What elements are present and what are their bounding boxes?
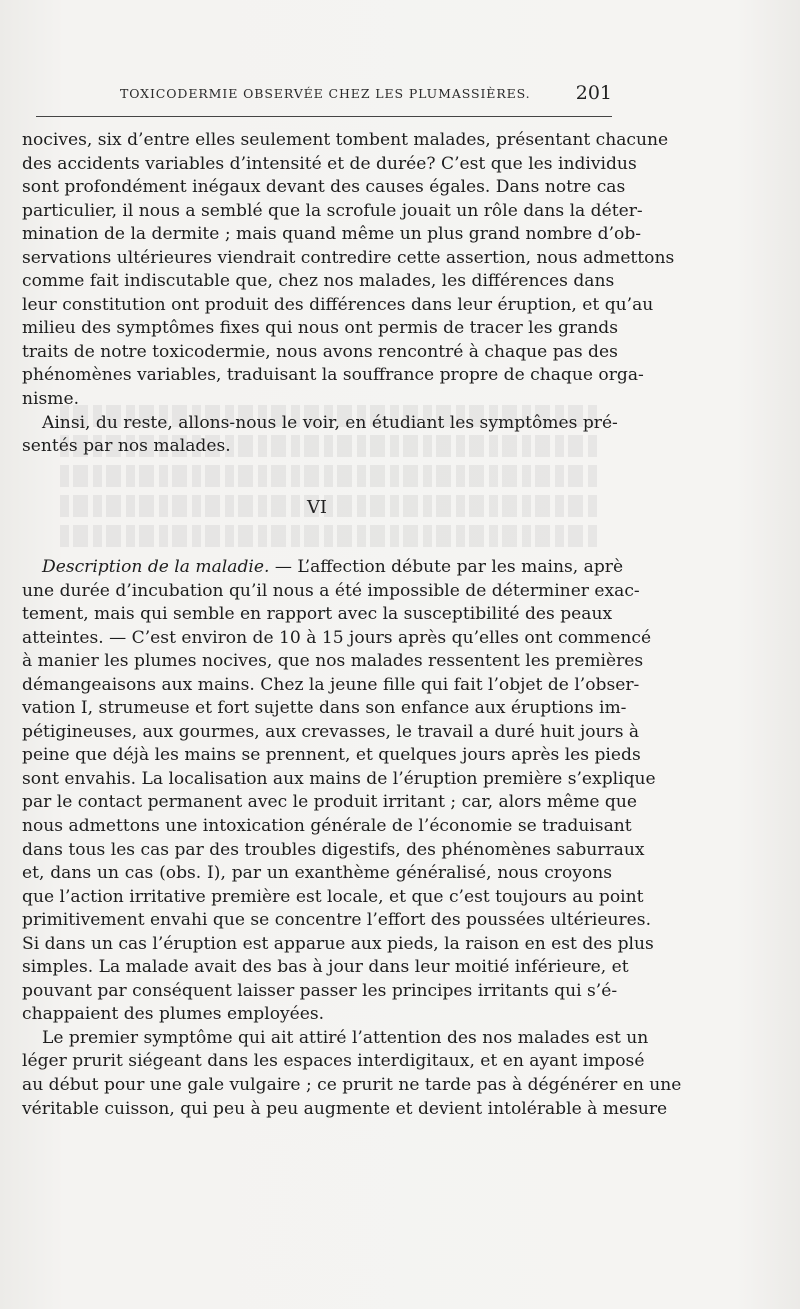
text-line bbox=[22, 556, 624, 580]
text-line: tement, mais qui semble en rapport avec la susceptibilité des peaux bbox=[22, 604, 613, 625]
paragraph-3 bbox=[22, 556, 656, 1027]
text-line: des accidents variables d’intensité et de durée? C’est que les individus bbox=[22, 153, 637, 174]
text-block-upper bbox=[22, 129, 675, 459]
page-number: 201 bbox=[575, 82, 612, 104]
text-line: dans tous les cas par des troubles digestifs, des phénomènes saburraux bbox=[22, 839, 645, 860]
text-line: servations ultérieures viendrait contredire cette assertion, nous admettons bbox=[22, 247, 675, 268]
text-line: Le premier symptôme qui ait attiré l’attention des nos malades est un bbox=[42, 1027, 649, 1048]
text-line: comme fait indiscutable que, chez nos malades, les différences dans bbox=[22, 271, 615, 292]
text-line: leur constitution ont produit des différences dans leur éruption, et qu’au bbox=[22, 294, 654, 315]
section-heading: VI bbox=[306, 497, 328, 518]
text-line: Si dans un cas l’éruption est apparue aux pieds, la raison en est des plus bbox=[22, 933, 654, 954]
text-block-lower bbox=[22, 556, 682, 1121]
text-run: — L’affection débute par les mains, aprè bbox=[269, 557, 624, 577]
text-line: que l’action irritative première est locale, et que c’est toujours au point bbox=[22, 886, 644, 907]
running-title: TOXICODERMIE OBSERVÉE CHEZ LES PLUMASSIÈRES. bbox=[120, 86, 531, 101]
text-line: particulier, il nous a semblé que la scrofule jouait un rôle dans la déter- bbox=[22, 200, 643, 221]
text-line: phénomènes variables, traduisant la souffrance propre de chaque orga- bbox=[22, 365, 644, 386]
text-line: à manier les plumes nocives, que nos malades ressentent les premières bbox=[22, 651, 644, 672]
running-head bbox=[22, 82, 612, 108]
text-line: au début pour une gale vulgaire ; ce prurit ne tarde pas à dégénérer en une bbox=[22, 1075, 682, 1096]
text-line: atteintes. — C’est environ de 10 à 15 jours après qu’elles ont commencé bbox=[22, 627, 652, 648]
text-line: nous admettons une intoxication générale de l’économie se traduisant bbox=[22, 816, 632, 837]
text-line: sentés par nos malades. bbox=[22, 436, 231, 457]
text-line: véritable cuisson, qui peu à peu augmente et devient intolérable à mesure bbox=[22, 1098, 668, 1119]
text-line: par le contact permanent avec le produit irritant ; car, alors même que bbox=[22, 792, 637, 813]
text-line: démangeaisons aux mains. Chez la jeune fille qui fait l’objet de l’obser- bbox=[22, 674, 640, 695]
text-line: milieu des symptômes fixes qui nous ont permis de tracer les grands bbox=[22, 318, 618, 339]
paragraph-1 bbox=[22, 129, 675, 412]
text-line: vation I, strumeuse et fort sujette dans son enfance aux éruptions im- bbox=[22, 698, 627, 719]
text-line: pétigineuses, aux gourmes, aux crevasses, le travail a duré huit jours à bbox=[22, 721, 640, 742]
text-line: et, dans un cas (obs. I), par un exanthème généralisé, nous croyons bbox=[22, 863, 612, 884]
run-in-heading: Description de la maladie. bbox=[42, 557, 270, 577]
text-line: peine que déjà les mains se prennent, et quelques jours après les pieds bbox=[22, 745, 641, 766]
text-line: léger prurit siégeant dans les espaces interdigitaux, et en ayant imposé bbox=[22, 1051, 645, 1072]
text-line: primitivement envahi que se concentre l’effort des poussées ultérieures. bbox=[22, 910, 652, 931]
paragraph-4 bbox=[22, 1027, 682, 1121]
text-line: une durée d’incubation qu’il nous a été impossible de déterminer exac- bbox=[22, 580, 640, 601]
text-line: nocives, six d’entre elles seulement tombent malades, présentant chacune bbox=[22, 130, 669, 150]
text-line: pouvant par conséquent laisser passer les principes irritants qui s’é- bbox=[22, 980, 618, 1001]
text-line: Ainsi, du reste, allons-nous le voir, en étudiant les symptômes pré- bbox=[42, 412, 618, 433]
text-line: sont envahis. La localisation aux mains de l’éruption première s’explique bbox=[22, 768, 656, 789]
text-line: nisme. bbox=[22, 389, 80, 410]
text-line: sont profondément inégaux devant des causes égales. Dans notre cas bbox=[22, 177, 626, 198]
text-line: mination de la dermite ; mais quand même un plus grand nombre d’ob- bbox=[22, 224, 642, 245]
paragraph-2 bbox=[22, 412, 618, 459]
text-line: simples. La malade avait des bas à jour dans leur moitié inférieure, et bbox=[22, 957, 629, 978]
header-rule bbox=[36, 116, 612, 117]
text-line: chappaient des plumes employées. bbox=[22, 1004, 325, 1025]
text-line: traits de notre toxicodermie, nous avons rencontré à chaque pas des bbox=[22, 341, 618, 362]
